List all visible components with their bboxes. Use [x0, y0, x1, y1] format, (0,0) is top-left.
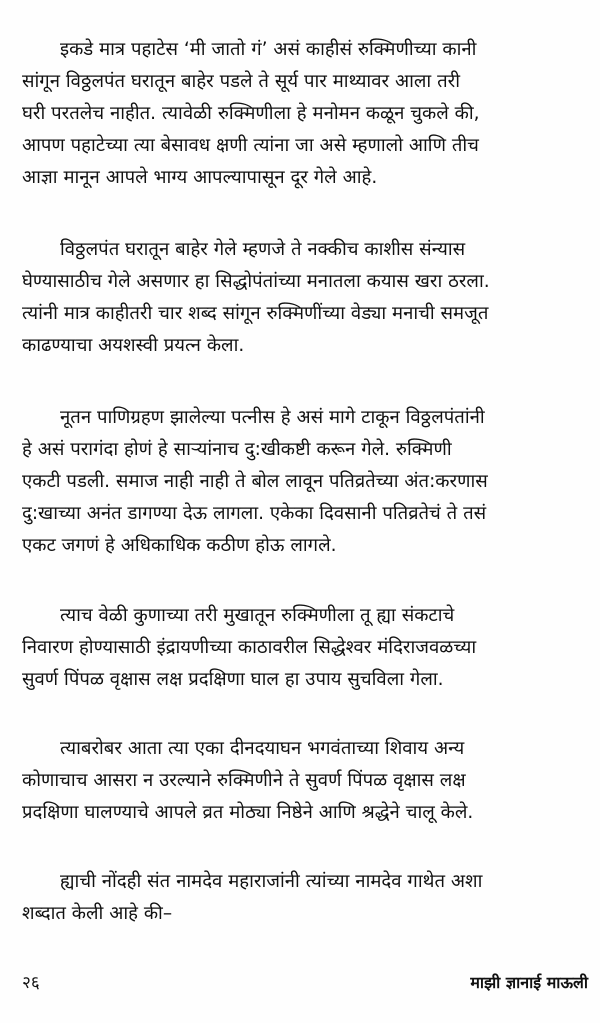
text-line: घेण्यासाठीच गेले असणार हा सिद्धोपंतांच्या मनातला कयास खरा ठरला.: [22, 271, 490, 292]
paragraph-6: [22, 866, 588, 930]
running-book-title: माझी ज्ञानाई माऊली: [470, 973, 588, 992]
text-line: हे असं परागंदा होणं हे साऱ्यांनाच दु:खीकष्टी करून गेले. रुक्मिणी: [22, 439, 452, 460]
text-line: विठ्ठलपंत घरातून बाहेर गेले म्हणजे ते नक्कीच काशीस संन्यास: [60, 239, 466, 260]
text-line: ह्याची नोंदही संत नामदेव महाराजांनी त्यांच्या नामदेव गाथेत अशा: [60, 871, 483, 892]
text-line: एकट जगणं हे अधिकाधिक कठीण होऊ लागले.: [22, 535, 337, 556]
text-line: नूतन पाणिग्रहण झालेल्या पत्नीस हे असं मागे टाकून विठ्ठलपंतांनी: [60, 407, 485, 428]
text-line: त्याच वेळी कुणाच्या तरी मुखातून रुक्मिणीला तू ह्या संकटाचे: [60, 605, 455, 626]
paragraph-5: [22, 733, 588, 829]
paragraph-4: [22, 600, 588, 696]
page-number: २६: [22, 973, 40, 993]
text-line: शब्दात केली आहे की–: [22, 903, 173, 924]
text-line: दु:खाच्या अनंत डागण्या देऊ लागला. एकेका दिवसानी पतिव्रतेचं ते तसं: [22, 503, 487, 524]
paragraph-1: [22, 34, 588, 194]
text-line: प्रदक्षिणा घालण्याचे आपले व्रत मोठ्या निष्ठेने आणि श्रद्धेने चालू केले.: [22, 802, 474, 823]
text-line: त्याबरोबर आता त्या एका दीनदयाघन भगवंताच्या शिवाय अन्य: [60, 738, 465, 759]
paragraph-2: [22, 234, 588, 362]
text-line: घरी परतलेच नाहीत. त्यावेळी रुक्मिणीला हे मनोमन कळून चुकले की,: [22, 103, 480, 124]
text-line: निवारण होण्यासाठी इंद्रायणीच्या काठावरील सिद्धेश्वर मंदिराजवळच्या: [22, 637, 477, 658]
paragraph-3: [22, 402, 588, 562]
text-line: सांगून विठ्ठलपंत घरातून बाहेर पडले ते सूर्य पार माथ्यावर आला तरी: [22, 71, 460, 92]
text-line: इकडे मात्र पहाटेस ‘मी जातो गं’ असं काहीसं रुक्मिणीच्या कानी: [60, 39, 477, 60]
text-line: सुवर्ण पिंपळ वृक्षास लक्ष प्रदक्षिणा घाल हा उपाय सुचविला गेला.: [22, 669, 444, 690]
text-line: आज्ञा मानून आपले भाग्य आपल्यापासून दूर गेले आहे.: [22, 167, 378, 188]
page-footer: [22, 968, 588, 998]
text-line: त्यांनी मात्र काहीतरी चार शब्द सांगून रुक्मिणींच्या वेड्या मनाची समजूत: [22, 303, 489, 324]
text-line: कोणाचाच आसरा न उरल्याने रुक्मिणीने ते सुवर्ण पिंपळ वृक्षास लक्ष: [22, 770, 466, 791]
text-line: आपण पहाटेच्या त्या बेसावध क्षणी त्यांना जा असे म्हणालो आणि तीच: [22, 135, 479, 156]
text-line: काढण्याचा अयशस्वी प्रयत्न केला.: [22, 335, 245, 356]
text-line: एकटी पडली. समाज नाही नाही ते बोल लावून पतिव्रतेच्या अंत:करणास: [22, 471, 488, 492]
